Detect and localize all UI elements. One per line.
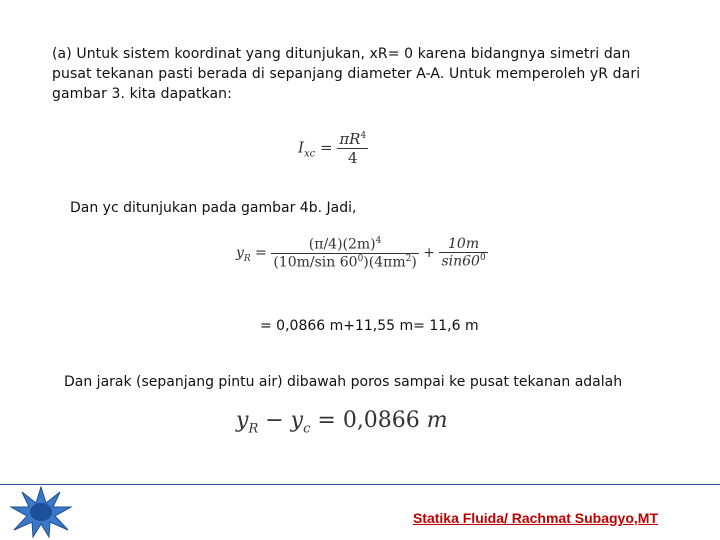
yc-line: Dan yc ditunjukan pada gambar 4b. Jadi, (70, 200, 357, 216)
eq2-f1-numerator: (π/4)(2m) (308, 236, 376, 253)
eq1-fraction (337, 130, 368, 167)
eq2-fraction-2 (439, 236, 487, 270)
footer-author: Statika Fluida/ Rachmat Subagyo,MT (412, 510, 658, 526)
eq2-f1-den-sup: 0 (357, 253, 364, 264)
equation-yr-minus-yc (236, 408, 448, 436)
equation-yr: $y_R$ = $\frac{(\pi/4)(2m)^4}{(10m/\sin 60^0)(4\pi m^2)}$ + $\frac{10m}{\sin 60^0}$ (236, 236, 486, 271)
intro-paragraph (52, 44, 662, 104)
part-label: (a) (52, 46, 72, 62)
eq1-lhs: I (298, 138, 304, 157)
eq2-f2-den: sin60 (441, 253, 480, 270)
eq1-numerator: πR (339, 130, 361, 148)
eq3-sub2: c (303, 421, 311, 437)
eq2-f1-num-sup: 4 (375, 236, 382, 246)
eq3-y2: y (290, 408, 304, 433)
eq3-unit: m (426, 408, 448, 433)
eq3-minus: − (265, 408, 284, 433)
eq2-f1-den-sup2: 2 (405, 253, 412, 264)
eq1-lhs-sub: xc (303, 148, 316, 160)
eq1-denominator: 4 (337, 148, 368, 167)
eq2-lhs: y (236, 245, 244, 262)
eq2-f1-den-a: (10m/sin 60 (273, 254, 358, 271)
footer-divider (0, 484, 720, 485)
eq2-fraction-1 (271, 236, 418, 270)
eq2-f1-den-b: )(4πm (363, 254, 406, 271)
equation-ixc: $I_{xc}$ = $\frac{\pi R^4}{4}$ (298, 130, 367, 167)
eq3-sub1: R (248, 421, 259, 437)
eq2-f2-den-sup: 0 (479, 253, 486, 264)
star-logo-icon (10, 486, 72, 538)
eq3-rhs: = 0,0866 (317, 408, 420, 433)
eq1-num-sup: 4 (360, 131, 367, 141)
distance-line: Dan jarak (sepanjang pintu air) dibawah poros sampai ke pusat tekanan adalah (64, 374, 623, 390)
intro-text: Untuk sistem koordinat yang ditunjukan, xR= 0 karena bidangnya simetri dan pusat tekanan pasti berada di sepanjang diameter A-A. Untuk memperoleh yR dari gambar 3. kita dapatkan: (52, 46, 641, 102)
eq2-lhs-sub: R (243, 253, 251, 264)
eq3-y1: y (236, 408, 249, 433)
eq2-f2-numerator: 10m (448, 236, 480, 253)
eq2-plus: + (423, 245, 435, 262)
result-line: = 0,0866 m+11,55 m= 11,6 m (260, 318, 479, 334)
eq2-f1-den-c: ) (411, 254, 417, 271)
